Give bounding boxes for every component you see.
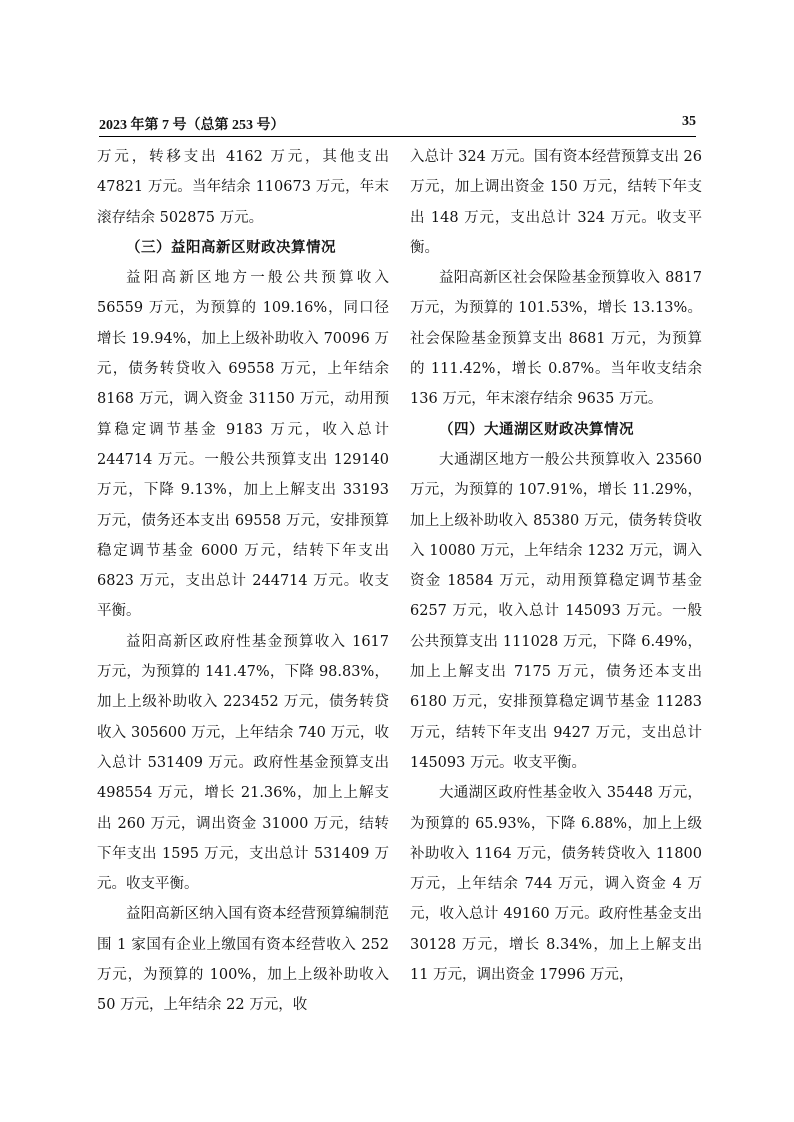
paragraph-general-budget: 益阳高新区地方一般公共预算收入 56559 万元，为预算的 109.16%，同口径增长 19.94%，加上上级补助收入 70096 万元，债务转贷收入 69558 万元，上年结余 8168 万元，调入资金 31150 万元，动用预算稳定调节基金 9183 万元，收入总计 244714 万元。一般公共预算支出 129140 万元，下降 9.13%，加上上解支出 33193 万元，债务还本支出 69558 万元，安排预算稳定调节基金 6000 万元，结转下年支出 6823 万元，支出总计 244714 万元。收支平衡。: [97, 270, 389, 620]
left-column: [97, 142, 389, 1021]
section-heading-gaoxin: （三）益阳高新区财政决算情况: [126, 238, 336, 256]
paragraph-general-budget-datonghu: 大通湖区地方一般公共预算收入 23560 万元，为预算的 107.91%，增长 11.29%，加上上级补助收入 85380 万元，债务转贷收入 10080 万元，上年结余 1232 万元，调入资金 18584 万元，动用预算稳定调节基金 6257 万元，收入总计 145093 万元。一般公共预算支出 111028 万元，下降 6.49%，加上上解支出 7175 万元，债务还本支出 6180 万元，安排预算稳定调节基金 11283 万元，结转下年支出 9427 万元，支出总计 145093 万元。收支平衡。: [410, 451, 702, 771]
paragraph-social-insurance: 益阳高新区社会保险基金预算收入 8817 万元，为预算的 101.53%，增长 13.13%。社会保险基金预算支出 8681 万元，为预算的 111.42%，增长 0.87%。当年收支结余 136 万元，年末滚存结余 9635 万元。: [410, 270, 702, 408]
paragraph-government-fund: 益阳高新区政府性基金预算收入 1617 万元，为预算的 141.47%，下降 98.83%，加上上级补助收入 223452 万元，债务转贷收入 305600 万元，上年结余 740 万元，收入总计 531409 万元。政府性基金预算支出 498554 万元，增长 21.36%，加上上解支出 260 万元，调出资金 31000 万元，结转下年支出 1595 万元，支出总计 531409 万元。收支平衡。: [97, 633, 389, 893]
section-heading-datonghu: （四）大通湖区财政决算情况: [439, 420, 634, 438]
paragraph-continuation: 入总计 324 万元。国有资本经营预算支出 26 万元，加上调出资金 150 万元，结转下年支出 148 万元，支出总计 324 万元。收支平衡。: [410, 149, 702, 256]
page-number: 35: [682, 114, 696, 129]
page-header: [99, 114, 696, 137]
issue-label: 2023 年第 7 号（总第 253 号）: [99, 118, 285, 133]
paragraph-government-fund-datonghu: 大通湖区政府性基金收入 35448 万元，为预算的 65.93%，下降 6.88%，加上上级补助收入 1164 万元，债务转贷收入 11800 万元，上年结余 744 万元，调入资金 4 万元，收入总计 49160 万元。政府性基金支出 30128 万元，增长 8.34%，加上上解支出 11 万元，调出资金 17996 万元，: [410, 785, 702, 984]
paragraph-continuation: 万元，转移支出 4162 万元，其他支出 47821 万元。当年结余 110673 万元，年末滚存结余 502875 万元。: [97, 149, 389, 226]
paragraph-state-capital: 益阳高新区纳入国有资本经营预算编制范围 1 家国有企业上缴国有资本经营收入 252 万元，为预算的 100%，加上上级补助收入 50 万元，上年结余 22 万元，收: [97, 906, 389, 1014]
right-column: [410, 142, 702, 990]
